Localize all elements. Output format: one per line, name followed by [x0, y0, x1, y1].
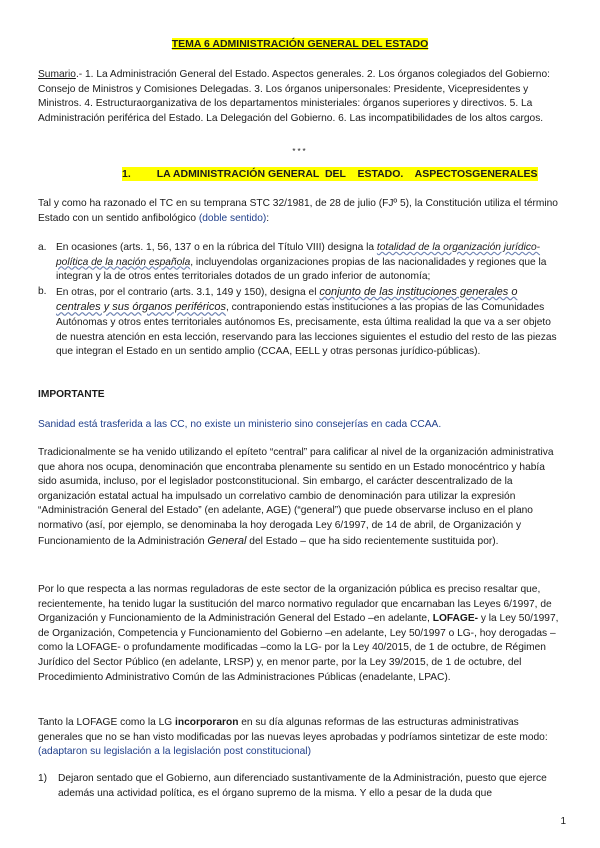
reformas-paragraph — [38, 716, 562, 760]
reformas-bold: incorporaron — [175, 717, 239, 728]
list-item-text-after: , contraponiendo estas instituciones a las propias de las Comunidades Autónomas y otros entes territoriales autónomos Es, precisamente, esta última realidad la que va a ser objeto de nuestra atención en esta lección, reservando para las lecciones siguientes el estudio del resto de las piezas que integran el Estado en un sentido amplio (CCAA, EELL y otras personas jurídico-públicas). — [56, 302, 557, 358]
central-text: Tradicionalmente se ha venido utilizando el epíteto “central” para calificar al nivel de la organización administrativa que ahora nos ocupa, denominación que encontraba plenamente su sentido en un Estado monocéntrico y había sido asumida, incluso, por el legislador postconstitucional. Sin embargo, el carácter descentralizado de la organización estatal actual ha impulsado un correlativo cambio de denominación para utilizar la expresión “Administración General del Estado” (en adelante, AGE) (“general”) que puede observarse incluso en el plano normativo (así, por ejemplo, se denominaba la hoy derogada Ley 6/1997, de 14 de abril, de Organización y Funcionamiento de la Administración — [38, 447, 554, 547]
page-number: 1 — [560, 816, 566, 827]
lofage-term: LOFAGE- — [432, 613, 479, 625]
normas-text: Por lo que respecta a las normas reguladoras de este sector de la organización pública es preciso resaltar que, recientemente, ha tenido lugar la sustitución del marco normativo regulador que encarnaban las Leyes 6/1997, de Organización y Funcionamiento de la Administración General del Estado –en adelante, — [38, 584, 552, 625]
list-item — [38, 772, 562, 801]
section-1-title: LA ADMINISTRACIÓN GENERAL DEL ESTADO. ASPECTOSGENERALES — [156, 168, 538, 180]
reformas-note: (adaptaron su legislación a la legislación post constitucional) — [38, 746, 311, 758]
section-separator: *** — [292, 147, 308, 156]
intro-paragraph — [38, 197, 562, 226]
intro-end: : — [266, 212, 270, 224]
list-item-emphasis: conjunto de las instituciones generales o centrales y sus órganos periféricos — [56, 285, 518, 314]
list-item-text: En ocasiones (arts. 1, 56, 137 o en la rúbrica del Título VIII) designa la — [56, 242, 377, 253]
list-item-text-after: , incluyendolas organizaciones propias de las nacionalidades y regiones que la integran y la de otros entes territoriales dotados de un grado inferior de autonomía; — [56, 256, 547, 283]
intro-text: Tal y como ha razonado el TC en su temprana STC 32/1981, de 28 de julio (FJº 5), la Constitución utiliza el término Estado con un sentido anfibológico — [38, 198, 558, 224]
list-marker: 1) — [38, 773, 48, 784]
list-item-emphasis: totalidad de la organización jurídico-política de la nación española — [56, 242, 541, 268]
list-marker: a. — [38, 242, 47, 253]
list-item — [38, 241, 562, 285]
sumario-text: .- 1. La Administración General del Estado. Aspectos generales. 2. Los órganos colegiados del Gobierno: Consejo de Ministros y Comisiones Delegadas. 3. Los órganos unipersonales: Presidente, Vicepresidentes y Ministros. 4. Estructuraorganizativa de los departamentos ministeriales: órganos superiores y directivos. 5. La Administración periférica del Estado. La Delegación del Gobierno. 6. Las incompatibilidades de los altos cargos. — [38, 69, 550, 124]
normas-text-after: y la Ley 50/1997, de Organización, Competencia y Funcionamiento del Gobierno –en adelante, Ley 50/1997 o LG-, hoy derogadas –como la LOFAGE- o profundamente modificadas –como la LG- por la Ley 40/2015, de 1 de octubre, de Régimen Jurídico del Sector Público (en adelante, LRSP) y, en menor parte, por la Ley 39/2015, de 1 de octubre, del Procedimiento Administrativo Común de las Administraciones Públicas (enadelante, LPAC). — [38, 613, 559, 683]
central-paragraph — [38, 446, 562, 549]
importante-note: Sanidad está trasferida a las CC, no existe un ministerio sino consejerías en cada CCAA. — [38, 419, 442, 430]
list-item-text: Dejaron sentado que el Gobierno, aun diferenciado sustantivamente de la Administración, puesto que ejerce además una actividad política, es el órgano supremo de la misma. Y ello a pesar de la duda que — [58, 773, 547, 799]
intro-note: (doble sentido) — [198, 212, 267, 224]
importante-label: IMPORTANTE — [38, 389, 105, 400]
title-text: TEMA 6 ADMINISTRACIÓN GENERAL DEL ESTADO — [171, 38, 429, 50]
reformas-text-after: en su día algunas reformas de las estructuras administrativas generales que no se han visto modificadas por las nuevas leyes aprobadas y podríamos sintetizar de este modo: — [38, 717, 548, 743]
sumario-label: Sumario — [38, 69, 76, 80]
section-1-number: 1. — [122, 168, 131, 180]
list-item — [38, 285, 562, 360]
definitions-list — [38, 241, 562, 360]
section-1-heading — [122, 167, 538, 181]
list-marker: b. — [38, 285, 47, 297]
central-emphasis: General — [207, 534, 247, 547]
document-title — [0, 37, 600, 51]
normas-paragraph — [38, 583, 562, 685]
central-text-after: del Estado – que ha sido recientemente sustituida por). — [246, 535, 499, 547]
reformas-text: Tanto la LOFAGE como la LG — [38, 717, 176, 728]
list-item-text: En otras, por el contrario (arts. 3.1, 149 y 150), designa el — [56, 286, 320, 298]
sumario-paragraph — [38, 68, 562, 126]
numbered-list — [38, 772, 562, 801]
